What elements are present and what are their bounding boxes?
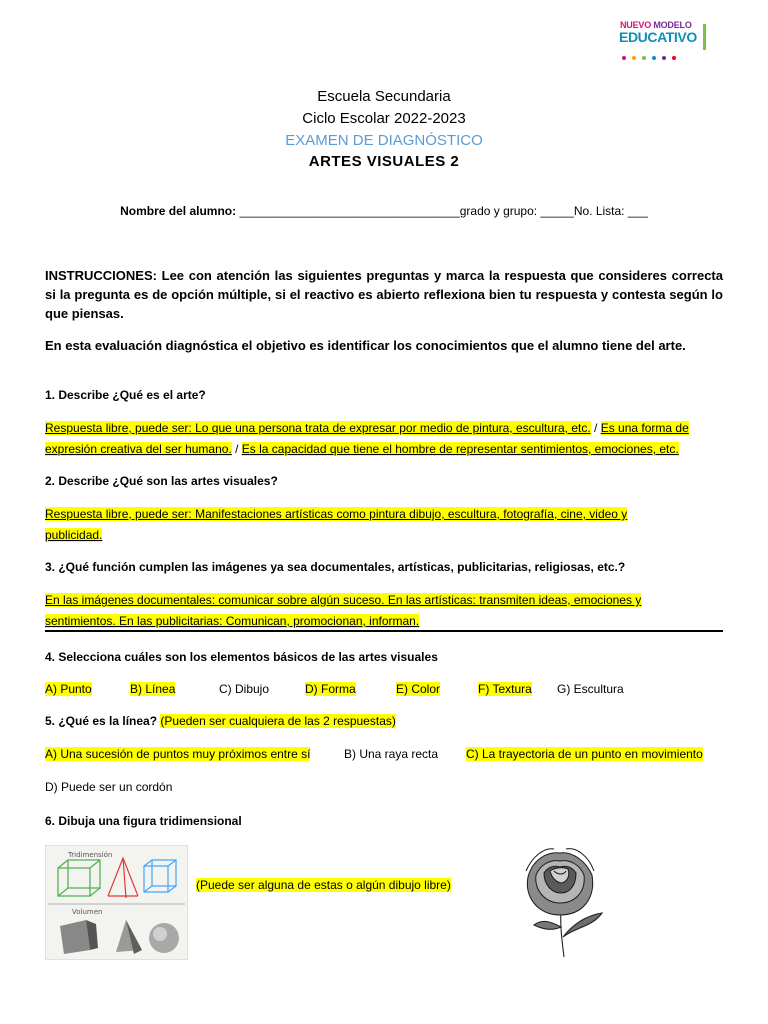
subject-title: ARTES VISUALES 2 <box>308 153 460 170</box>
grade-blank[interactable]: _____ <box>540 204 574 218</box>
question-5 <box>45 714 396 728</box>
name-blank[interactable]: _________________________________ <box>239 204 460 218</box>
question-4: 4. Selecciona cuáles son los elementos básicos de las artes visuales <box>45 650 438 664</box>
question-2: 2. Describe ¿Qué son las artes visuales? <box>45 474 278 488</box>
question-6: 6. Dibuja una figura tridimensional <box>45 814 242 828</box>
question-5-note: (Pueden ser cualquiera de las 2 respuestas) <box>160 714 396 728</box>
q4-option-f[interactable]: F) Textura <box>478 682 532 696</box>
q4-option-g[interactable]: G) Escultura <box>557 682 624 696</box>
logo-dot <box>652 56 656 60</box>
pyramid-drawing <box>108 858 138 898</box>
answer-1 <box>45 418 723 460</box>
instructions: INSTRUCCIONES: Lee con atención las siguientes preguntas y marca la respuesta que consideres correcta si la pregunta es de opción múltiple, si el reactivo es abierto reflexiona bien tu respuesta y contesta según lo que piensas. <box>45 268 723 321</box>
blue-cube-drawing <box>144 860 176 892</box>
student-info-line <box>0 204 768 218</box>
drawing-label-tridimension: Tridimensión <box>68 851 113 859</box>
nuevo-modelo-educativo-logo <box>616 20 708 60</box>
answer-1-separator: / <box>231 442 242 456</box>
logo-word-educativo: EDUCATIVO <box>619 29 697 45</box>
school-name: Escuela Secundaria <box>317 88 451 105</box>
logo-word-nuevo: NUEVO <box>620 20 652 30</box>
logo-dots <box>622 47 682 65</box>
q4-option-b[interactable]: B) Línea <box>130 682 176 696</box>
exam-title: EXAMEN DE DIAGNÓSTICO <box>285 132 483 149</box>
list-label: No. Lista: <box>573 204 628 218</box>
q4-option-a[interactable]: A) Punto <box>45 682 92 696</box>
question-5-text: 5. ¿Qué es la línea? <box>45 714 158 728</box>
shaded-volumes <box>60 920 179 954</box>
logo-dot <box>672 56 676 60</box>
answer-1-separator: / <box>590 421 601 435</box>
logo-dot <box>622 56 626 60</box>
grade-label: grado y grupo: <box>459 204 541 218</box>
logo-dot <box>662 56 666 60</box>
answer-1-option-c: Es la capacidad que tiene el hombre de representar sentimientos, emociones, etc. <box>241 442 679 456</box>
section-divider <box>45 630 723 632</box>
drawing-label-volumen: Volumen <box>72 908 103 916</box>
logo-bar <box>703 24 706 50</box>
school-cycle: Ciclo Escolar 2022-2023 <box>302 110 466 127</box>
answer-1-option-b: Es una forma de expresión creativa del ser humano. <box>45 421 689 456</box>
cube-drawing <box>58 860 100 896</box>
question-1: 1. Describe ¿Qué es el arte? <box>45 388 206 402</box>
answer-3 <box>45 590 685 632</box>
answer-2 <box>45 504 685 546</box>
answer-2-text: Respuesta libre, puede ser: Manifestaciones artísticas como pintura dibujo, escultura, fotografía, cine, video y publicidad. <box>45 507 628 542</box>
q5-option-a[interactable]: A) Una sucesión de puntos muy próximos entre sí <box>45 747 311 761</box>
rose-drawing <box>514 841 608 959</box>
logo-dot <box>632 56 636 60</box>
answer-1-option-a: Respuesta libre, puede ser: Lo que una persona trata de expresar por medio de pintura, escultura, etc. <box>45 421 591 435</box>
logo-word-modelo: MODELO <box>653 20 692 30</box>
3d-shapes-drawing <box>45 845 188 960</box>
q5-option-c[interactable]: C) La trayectoria de un punto en movimiento <box>466 747 703 761</box>
name-label: Nombre del alumno: <box>120 204 240 218</box>
q4-option-d[interactable]: D) Forma <box>305 682 356 696</box>
question-6-note: (Puede ser alguna de estas o algún dibujo libre) <box>196 878 451 892</box>
list-blank[interactable]: ___ <box>627 204 648 218</box>
q4-option-e[interactable]: E) Color <box>396 682 441 696</box>
q4-option-c[interactable]: C) Dibujo <box>219 682 270 696</box>
answer-3-text: En las imágenes documentales: comunicar sobre algún suceso. En las artísticas: transmiten ideas, emociones y sentimientos. En las publicitarias: Comunican, promocionan, informan. <box>45 593 642 628</box>
q5-option-d[interactable]: D) Puede ser un cordón <box>45 780 173 794</box>
logo-dot <box>642 56 646 60</box>
question-3: 3. ¿Qué función cumplen las imágenes ya sea documentales, artísticas, publicitarias, religiosas, etc.? <box>45 560 626 574</box>
objective: En esta evaluación diagnóstica el objetivo es identificar los conocimientos que el alumno tiene del arte. <box>45 338 686 353</box>
q5-option-b[interactable]: B) Una raya recta <box>344 747 439 761</box>
